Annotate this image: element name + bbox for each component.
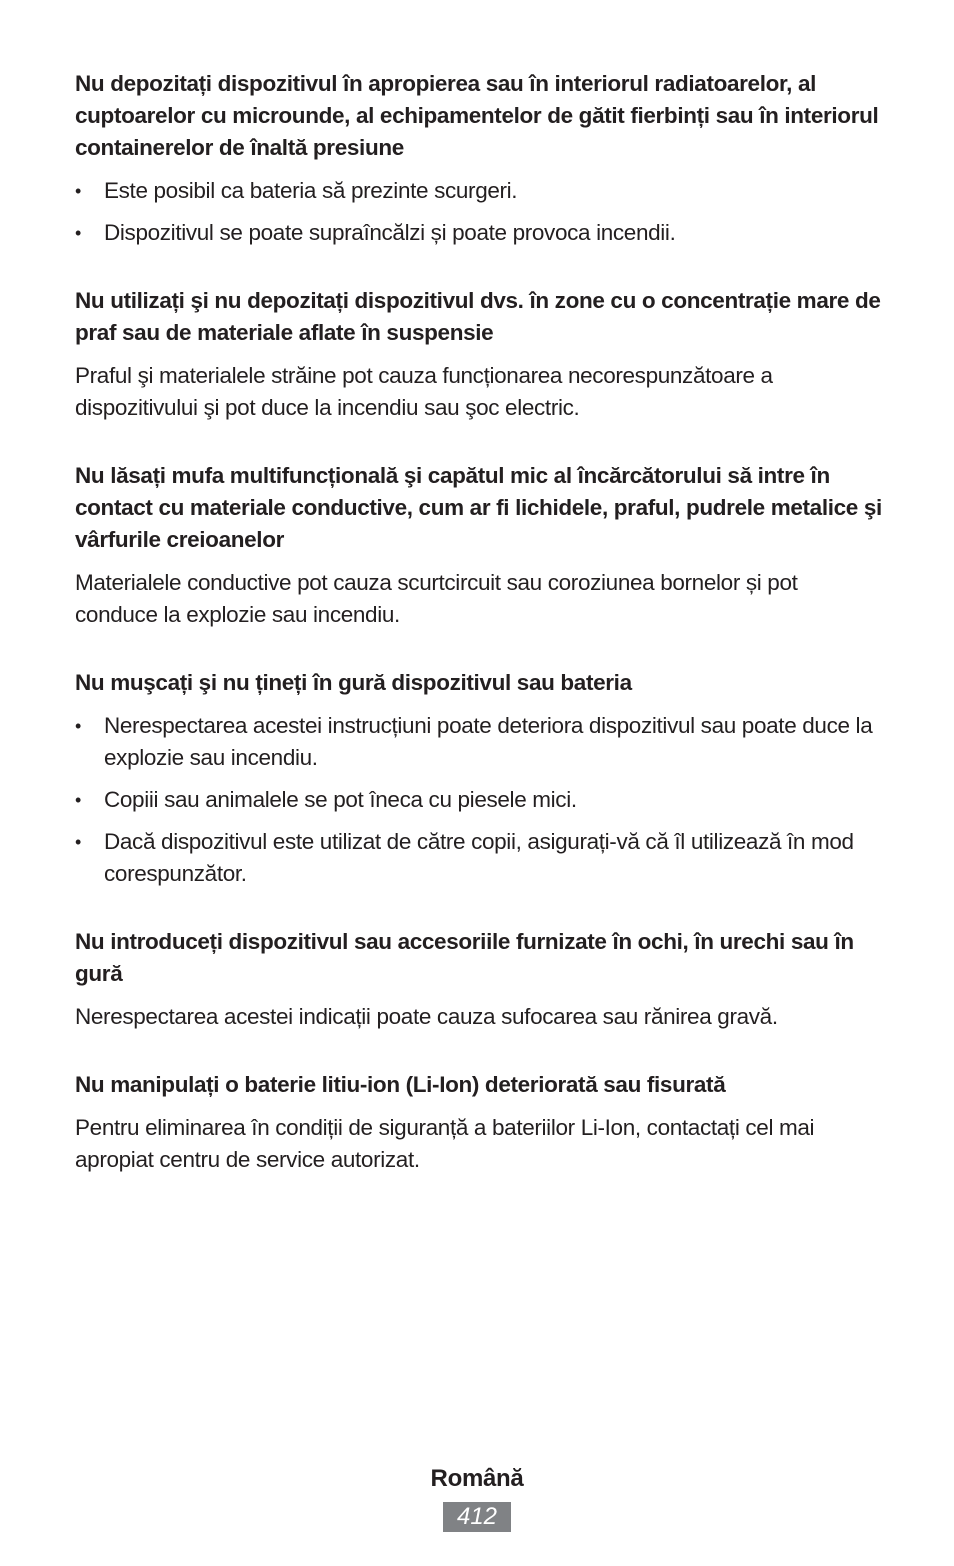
section-heading: Nu introduceți dispozitivul sau accesoriile furnizate în ochi, în urechi sau în gură: [75, 929, 854, 986]
list-item: [75, 826, 885, 890]
section-storage-heat: [75, 68, 885, 249]
section-body: Materialele conductive pot cauza scurtcircuit sau coroziunea bornelor și pot conduce la explozie sau incendiu.: [75, 570, 798, 627]
section-heading: Nu depozitați dispozitivul în apropierea sau în interiorul radiatoarelor, al cuptoarelor cu microunde, al echipamentelor de gătit fierbinți sau în interiorul containerelor de înaltă presiune: [75, 71, 879, 160]
list-item: [75, 784, 885, 816]
section-body: Praful şi materialele străine pot cauza funcționarea necorespunzătoare a dispozitivului şi pot duce la incendiu sau şoc electric.: [75, 363, 773, 420]
list-item-text: Dacă dispozitivul este utilizat de către copii, asigurați-vă că îl utilizează în mod corespunzător.: [104, 829, 854, 886]
section-heading: Nu manipulați o baterie litiu-ion (Li-Ion) deteriorată sau fisurată: [75, 1072, 726, 1097]
section-li-ion: [75, 1069, 885, 1176]
page-footer: [0, 1462, 954, 1532]
section-body: Pentru eliminarea în condiții de siguranță a bateriilor Li-Ion, contactați cel mai apropiat centru de service autorizat.: [75, 1115, 815, 1172]
section-eyes-ears: [75, 926, 885, 1033]
bullet-marker: •: [75, 716, 81, 736]
section-biting: [75, 667, 885, 890]
section-dust: [75, 285, 885, 424]
section-body: Nerespectarea acestei indicații poate cauza sufocarea sau rănirea gravă.: [75, 1004, 778, 1029]
list-item: [75, 710, 885, 774]
list-item: [75, 217, 885, 249]
section-conductive: [75, 460, 885, 631]
bullet-marker: •: [75, 181, 81, 201]
page-number-badge: 412: [443, 1502, 511, 1532]
section-heading: Nu muşcați şi nu țineți în gură dispozitivul sau bateria: [75, 670, 632, 695]
list-item-text: Este posibil ca bateria să prezinte scurgeri.: [104, 178, 518, 203]
section-heading: Nu lăsați mufa multifuncțională şi capătul mic al încărcătorului să intre în contact cu materiale conductive, cum ar fi lichidele, praful, pudrele metalice şi vârfurile creioanelor: [75, 463, 882, 552]
list-item-text: Copiii sau animalele se pot îneca cu piesele mici.: [104, 787, 577, 812]
document-content: [75, 68, 885, 1212]
bullet-list: [75, 175, 885, 249]
list-item: [75, 175, 885, 207]
bullet-marker: •: [75, 832, 81, 852]
bullet-marker: •: [75, 223, 81, 243]
section-heading: Nu utilizați şi nu depozitați dispozitivul dvs. în zone cu o concentrație mare de praf sau de materiale aflate în suspensie: [75, 288, 881, 345]
footer-language: Română: [430, 1465, 524, 1492]
list-item-text: Nerespectarea acestei instrucțiuni poate deteriora dispozitivul sau poate duce la explozie sau incendiu.: [104, 713, 873, 770]
bullet-list: [75, 710, 885, 890]
list-item-text: Dispozitivul se poate supraîncălzi și poate provoca incendii.: [104, 220, 676, 245]
bullet-marker: •: [75, 790, 81, 810]
